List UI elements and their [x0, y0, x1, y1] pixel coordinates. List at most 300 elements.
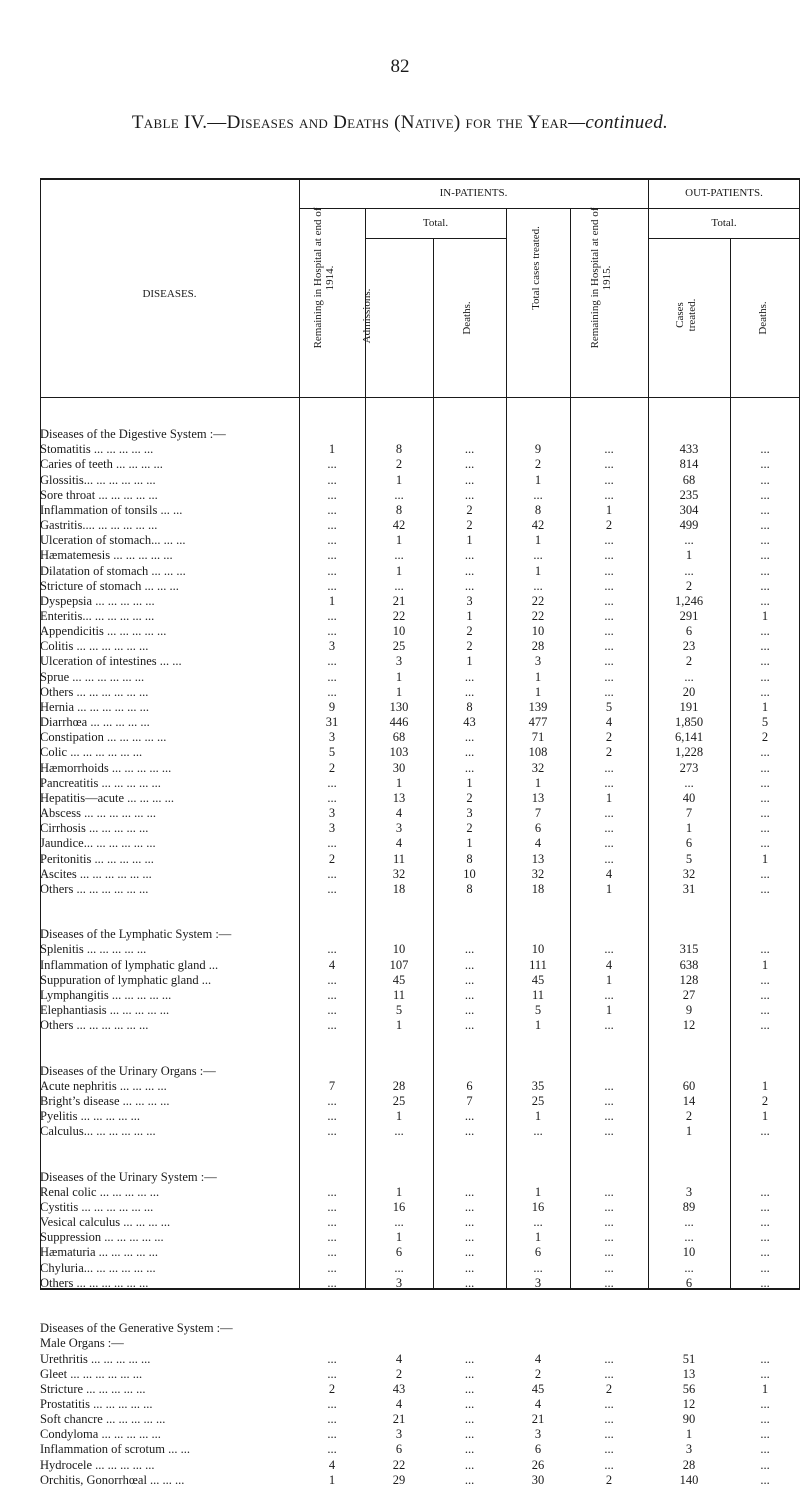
spacer-row	[40, 1306, 800, 1321]
deaths-out-cell: ...	[760, 836, 770, 851]
cases-treated-cell: 814	[679, 457, 699, 472]
table-row	[40, 594, 800, 609]
remaining-1914-cell: ...	[327, 1275, 337, 1290]
remaining-1915-cell: ...	[604, 942, 614, 957]
table-row	[40, 882, 800, 897]
remaining-1915-cell: ...	[604, 593, 614, 608]
cases-treated-cell: 1	[685, 821, 693, 836]
table-row	[40, 579, 800, 594]
cases-treated-cell: 5	[685, 851, 693, 866]
deaths-out-cell: ...	[760, 1245, 770, 1260]
admissions-cell: ...	[394, 1260, 404, 1275]
deaths-out-cell: ...	[760, 881, 770, 896]
admissions-cell: 1	[395, 775, 403, 790]
total-treated-cell: 10	[531, 942, 545, 957]
cases-treated-cell: 499	[679, 518, 699, 533]
remaining-1915-cell: 2	[605, 745, 613, 760]
admissions-cell: 1	[395, 563, 403, 578]
deaths-out-cell: ...	[760, 790, 770, 805]
remaining-1914-cell: ...	[327, 548, 337, 563]
cases-treated-cell: 6	[685, 836, 693, 851]
remaining-1915-cell: 4	[605, 715, 613, 730]
cases-treated-cell: 7	[685, 806, 693, 821]
remaining-1915-cell: ...	[604, 457, 614, 472]
spacer-row	[40, 1291, 800, 1306]
disease-name: Enteritis... ... ... ... ... ...	[40, 609, 155, 624]
disease-name: Constipation ... ... ... ... ...	[40, 730, 167, 745]
remaining-1914-cell: ...	[327, 942, 337, 957]
remaining-1915-cell: ...	[604, 1200, 614, 1215]
total-treated-cell: 108	[528, 745, 548, 760]
deaths-out-cell: ...	[760, 548, 770, 563]
admissions-cell: 5	[395, 1003, 403, 1018]
section-heading: Diseases of the Lymphatic System :—	[40, 927, 232, 942]
remaining-1914-cell: 3	[328, 639, 336, 654]
table-row	[40, 670, 800, 685]
admissions-cell: ...	[394, 487, 404, 502]
remaining-1914-cell: 2	[328, 1381, 336, 1396]
admissions-cell: 1	[395, 1230, 403, 1245]
cases-treated-cell: 14	[682, 1093, 696, 1108]
remaining-1914-cell: ...	[327, 881, 337, 896]
remaining-1914-cell: ...	[327, 1018, 337, 1033]
deaths-in-cell: 2	[466, 790, 473, 805]
deaths-out-cell: ...	[760, 1003, 770, 1018]
out-patients-header: OUT-PATIENTS.	[685, 187, 763, 199]
disease-name: Renal colic ... ... ... ... ...	[40, 1184, 160, 1199]
deaths-in-cell: ...	[464, 1381, 475, 1396]
disease-name: Condyloma ... ... ... ... ...	[40, 1427, 161, 1442]
spacer-cell	[40, 1049, 800, 1064]
remaining-1915-cell: ...	[604, 684, 614, 699]
deaths-out-cell: ...	[760, 1275, 770, 1290]
table-row	[40, 1018, 800, 1033]
remaining-1914-cell: ...	[327, 836, 337, 851]
total-treated-cell: 22	[531, 593, 545, 608]
deaths-out-cell: ...	[760, 821, 770, 836]
diseases-header: DISEASES.	[142, 288, 197, 300]
deaths-in-cell: 1	[466, 654, 473, 669]
table-row	[40, 639, 800, 654]
admissions-cell: 3	[395, 1275, 403, 1290]
deaths-in-cell: ...	[464, 1351, 475, 1366]
admissions-cell: ...	[394, 578, 404, 593]
total-in-rule	[365, 238, 506, 239]
remaining-1915-cell: 1	[605, 790, 613, 805]
cases-treated-cell: 191	[679, 699, 699, 714]
deaths-out-cell: 1	[761, 957, 769, 972]
remaining-1914-cell: ...	[327, 972, 337, 987]
deaths-out-cell: ...	[760, 972, 770, 987]
admissions-cell: 6	[395, 1245, 403, 1260]
disease-name: Caries of teeth ... ... ... ...	[40, 457, 163, 472]
disease-name: Prostatitis ... ... ... ... ...	[40, 1397, 153, 1412]
total-treated-cell: ...	[533, 1260, 543, 1275]
remaining-1915-cell: ...	[604, 442, 614, 457]
disease-name: Sore throat ... ... ... ... ...	[40, 487, 158, 502]
deaths-in-cell: 43	[463, 715, 476, 730]
cases-treated-cell: 20	[682, 684, 696, 699]
section-heading-row	[40, 1064, 800, 1079]
cases-treated-cell: 90	[682, 1412, 696, 1427]
table-row	[40, 852, 800, 867]
deaths-in-cell: ...	[464, 972, 475, 987]
admissions-cell: 22	[392, 609, 406, 624]
table-row	[40, 564, 800, 579]
disease-name: Ascites ... ... ... ... ... ...	[40, 866, 152, 881]
total-treated-cell: 16	[531, 1200, 545, 1215]
table-row	[40, 988, 800, 1003]
total-treated-cell: 42	[531, 518, 545, 533]
remaining-1915-cell: ...	[604, 578, 614, 593]
admissions-cell: 6	[395, 1442, 403, 1457]
remaining-1914-cell: ...	[327, 1351, 337, 1366]
total-in-header: Total.	[422, 217, 449, 229]
section-heading-row	[40, 927, 800, 942]
section-heading-row	[40, 1170, 800, 1185]
admissions-cell: 42	[392, 518, 406, 533]
deaths-out-cell: ...	[760, 1472, 770, 1487]
admissions-cell: 2	[395, 457, 403, 472]
deaths-out-cell: ...	[760, 1442, 770, 1457]
deaths-in-cell: 1	[466, 836, 473, 851]
deaths-in-cell: 6	[466, 1078, 473, 1093]
spacer-row	[40, 1049, 800, 1064]
remaining-1914-cell: ...	[327, 487, 337, 502]
disease-name: Cirrhosis ... ... ... ... ...	[40, 821, 149, 836]
disease-name: Hæmaturia ... ... ... ... ...	[40, 1245, 159, 1260]
remaining-1915-cell: ...	[604, 563, 614, 578]
disease-name: Dyspepsia ... ... ... ... ...	[40, 593, 155, 608]
remaining-1915-cell: ...	[604, 1351, 614, 1366]
section-heading-row	[40, 1321, 800, 1336]
remaining-1914-cell: ...	[327, 1397, 337, 1412]
total-treated-cell: 30	[531, 1472, 545, 1487]
table-row	[40, 442, 800, 457]
deaths-out-cell: ...	[760, 1215, 770, 1230]
admissions-cell: 4	[395, 1397, 403, 1412]
admissions-cell: 4	[395, 836, 403, 851]
total-treated-cell: 45	[531, 1381, 545, 1396]
remaining-1914-cell: ...	[327, 987, 337, 1002]
disease-name: Urethritis ... ... ... ... ...	[40, 1351, 151, 1366]
deaths-out-cell: ...	[760, 472, 770, 487]
admissions-cell: 43	[392, 1381, 406, 1396]
remaining-1914-cell: 3	[328, 821, 336, 836]
deaths-out-cell: 1	[761, 851, 769, 866]
disease-name: Sprue ... ... ... ... ... ...	[40, 669, 145, 684]
total-treated-cell: ...	[533, 548, 543, 563]
table-row	[40, 700, 800, 715]
admissions-cell: 1	[395, 1184, 403, 1199]
cases-treated-cell: 291	[679, 609, 699, 624]
admissions-cell: 30	[392, 760, 406, 775]
deaths-in-cell: 1	[466, 775, 473, 790]
top-rule	[40, 178, 800, 180]
deaths-out-cell: ...	[760, 518, 770, 533]
admissions-cell: 10	[392, 942, 406, 957]
remaining-1915-cell: ...	[604, 1427, 614, 1442]
deaths-out-cell: ...	[760, 593, 770, 608]
disease-name: Inflammation of scrotum ... ...	[40, 1442, 190, 1457]
remaining-1915-cell: 2	[605, 1381, 613, 1396]
remaining-1914-cell: 2	[328, 760, 336, 775]
deaths-out-cell: 5	[761, 715, 769, 730]
remaining-1915-cell: ...	[604, 1184, 614, 1199]
disease-name: Glossitis... ... ... ... ... ...	[40, 472, 156, 487]
title-main: Diseases and Deaths (Native) for the Year	[226, 112, 569, 133]
deaths-in-cell: ...	[464, 1397, 475, 1412]
deaths-in-cell: ...	[464, 745, 475, 760]
remaining-1914-cell: ...	[327, 1093, 337, 1108]
total-treated-cell: 71	[531, 730, 545, 745]
remaining-1914-cell: ...	[327, 1366, 337, 1381]
remaining-1914-cell: ...	[327, 684, 337, 699]
total-treated-cell: 3	[534, 1427, 542, 1442]
deaths-in-cell: ...	[464, 457, 475, 472]
total-treated-cell: 13	[531, 851, 545, 866]
total-treated-cell: 1	[534, 533, 542, 548]
deaths-out-cell: 1	[761, 1078, 769, 1093]
admissions-cell: 8	[395, 502, 403, 517]
table-row	[40, 776, 800, 791]
admissions-cell: 1	[395, 1018, 403, 1033]
remaining-1915-cell: ...	[604, 654, 614, 669]
remaining-1914-cell: ...	[327, 457, 337, 472]
deaths-out-cell: ...	[760, 1351, 770, 1366]
table-row	[40, 836, 800, 851]
deaths-in-header: Deaths.	[461, 301, 473, 335]
total-treated-cell: 1	[534, 472, 542, 487]
disease-name: Stomatitis ... ... ... ... ...	[40, 442, 154, 457]
admissions-cell: 45	[392, 972, 406, 987]
remaining-1915-cell: ...	[604, 1018, 614, 1033]
deaths-in-cell: 1	[466, 609, 473, 624]
spacer-cell	[40, 1139, 800, 1154]
deaths-out-header: Deaths.	[757, 301, 769, 335]
cases-treated-cell: 273	[679, 760, 699, 775]
disease-name: Acute nephritis ... ... ... ...	[40, 1078, 167, 1093]
total-treated-cell: 1	[534, 775, 542, 790]
cases-treated-cell: 10	[682, 1245, 696, 1260]
spacer-row	[40, 897, 800, 912]
deaths-in-cell: ...	[464, 548, 475, 563]
total-treated-cell: 5	[534, 1003, 542, 1018]
deaths-in-cell: ...	[464, 487, 475, 502]
remaining-1914-cell: 4	[328, 957, 336, 972]
remaining-1914-cell: 1	[328, 1472, 336, 1487]
section-heading: Diseases of the Digestive System :—	[40, 427, 226, 442]
admissions-cell: 18	[392, 881, 406, 896]
remaining-1915-cell: ...	[604, 548, 614, 563]
disease-name: Hepatitis—acute ... ... ... ...	[40, 790, 174, 805]
total-treated-cell: 10	[531, 624, 545, 639]
table-row	[40, 1276, 800, 1291]
deaths-in-cell: 7	[466, 1093, 473, 1108]
deaths-out-cell: ...	[760, 1366, 770, 1381]
total-treated-cell: 7	[534, 806, 542, 821]
disease-name: Others ... ... ... ... ... ...	[40, 881, 149, 896]
total-treated-cell: 3	[534, 1275, 542, 1290]
remaining-1915-cell: 5	[605, 699, 613, 714]
remaining-1915-cell: 4	[605, 957, 613, 972]
table-row	[40, 1261, 800, 1276]
disease-name: Gastritis.... ... ... ... ... ...	[40, 518, 158, 533]
table-row	[40, 1245, 800, 1260]
cases-treated-cell: 2	[685, 654, 693, 669]
deaths-out-cell: ...	[760, 760, 770, 775]
remaining-1915-cell: ...	[604, 609, 614, 624]
table-row	[40, 730, 800, 745]
remaining-1915-cell: ...	[604, 1093, 614, 1108]
cases-treated-cell: 140	[679, 1472, 699, 1487]
spacer-row	[40, 1033, 800, 1048]
total-treated-cell: 35	[531, 1078, 545, 1093]
cases-treated-cell: 13	[682, 1366, 696, 1381]
total-treated-cell: 2	[534, 1366, 542, 1381]
deaths-in-cell: ...	[464, 1472, 475, 1487]
deaths-in-cell: ...	[464, 942, 475, 957]
deaths-in-cell: ...	[464, 1245, 475, 1260]
table-row	[40, 457, 800, 472]
remaining-1915-cell: ...	[604, 1078, 614, 1093]
cases-treated-cell: 6	[685, 624, 693, 639]
deaths-in-cell: ...	[464, 1260, 475, 1275]
remaining-1914-cell: ...	[327, 1442, 337, 1457]
cases-treated-cell: 2	[685, 1109, 693, 1124]
admissions-cell: 4	[395, 806, 403, 821]
deaths-in-cell: ...	[464, 442, 475, 457]
table-row	[40, 1185, 800, 1200]
table-row	[40, 503, 800, 518]
remaining-1914-cell: 4	[328, 1457, 336, 1472]
deaths-out-cell: 2	[761, 1093, 769, 1108]
table-row	[40, 624, 800, 639]
remaining-1914-cell: ...	[327, 533, 337, 548]
cases-treated-cell: 3	[685, 1442, 693, 1457]
disease-name: Hæmatemesis ... ... ... ... ...	[40, 548, 173, 563]
deaths-out-cell: ...	[760, 987, 770, 1002]
spacer-cell	[40, 1033, 800, 1048]
cases-treated-cell: 68	[682, 472, 696, 487]
deaths-out-cell: ...	[760, 624, 770, 639]
disease-name: Diarrhœa ... ... ... ... ...	[40, 715, 150, 730]
cases-treated-cell: 304	[679, 502, 699, 517]
table-row	[40, 1458, 800, 1473]
remaining-1914-cell: 7	[328, 1078, 336, 1093]
remaining-1914-cell: ...	[327, 502, 337, 517]
cases-treated-cell: 2	[685, 578, 693, 593]
total-treated-cell: 1	[534, 684, 542, 699]
table-row	[40, 715, 800, 730]
cases-treated-cell: ...	[684, 1260, 694, 1275]
cases-treated-cell: ...	[684, 533, 694, 548]
remaining-1915-cell: ...	[604, 836, 614, 851]
table-row	[40, 1397, 800, 1412]
deaths-out-cell: ...	[760, 487, 770, 502]
table-row	[40, 761, 800, 776]
deaths-out-cell: 1	[761, 1109, 769, 1124]
section-heading: Diseases of the Urinary System :—	[40, 1169, 217, 1184]
cases-treated-cell: 1,228	[674, 745, 704, 760]
remaining-1914-cell: 1	[328, 442, 336, 457]
deaths-out-cell: 1	[761, 1381, 769, 1396]
remaining-1914-cell: 9	[328, 699, 336, 714]
table-body	[40, 412, 800, 1488]
total-treated-cell: ...	[533, 578, 543, 593]
remaining-1914-cell: ...	[327, 1200, 337, 1215]
remaining-1915-cell: 1	[605, 1003, 613, 1018]
disease-name: Ulceration of stomach... ... ...	[40, 533, 186, 548]
remaining-1915-cell: ...	[604, 1275, 614, 1290]
deaths-in-cell: 2	[466, 639, 473, 654]
remaining-1915-cell: ...	[604, 1230, 614, 1245]
remaining-1915-cell: ...	[604, 1109, 614, 1124]
admissions-cell: 103	[389, 745, 409, 760]
remaining-1914-cell: ...	[327, 1109, 337, 1124]
deaths-out-cell: ...	[760, 866, 770, 881]
deaths-in-cell: 10	[463, 866, 476, 881]
remaining-1914-cell: ...	[327, 1245, 337, 1260]
remaining-1914-cell: ...	[327, 1427, 337, 1442]
table-row	[40, 867, 800, 882]
deaths-in-cell: ...	[464, 1427, 475, 1442]
deaths-out-cell: ...	[760, 457, 770, 472]
cases-treated-cell: ...	[684, 775, 694, 790]
cases-treated-cell: 56	[682, 1381, 696, 1396]
deaths-out-cell: ...	[760, 745, 770, 760]
disease-name: Colic ... ... ... ... ... ...	[40, 745, 143, 760]
deaths-out-cell: ...	[760, 684, 770, 699]
admissions-cell: 1	[395, 472, 403, 487]
remaining-1915-cell: 2	[605, 518, 613, 533]
remaining-1914-header: Remaining in Hospital at end of 1914.	[312, 207, 336, 349]
deaths-in-cell: ...	[464, 669, 475, 684]
spacer-cell	[40, 1291, 800, 1306]
total-treated-cell: ...	[533, 487, 543, 502]
total-treated-cell: 28	[531, 639, 545, 654]
table-row	[40, 1367, 800, 1382]
remaining-1915-cell: ...	[604, 760, 614, 775]
table-row	[40, 1442, 800, 1457]
total-treated-cell: 477	[528, 715, 548, 730]
section-heading: Diseases of the Urinary Organs :—	[40, 1063, 216, 1078]
cases-treated-cell: 1,246	[674, 593, 704, 608]
deaths-in-cell: ...	[464, 563, 475, 578]
total-treated-cell: 1	[534, 1230, 542, 1245]
admissions-cell: 1	[395, 669, 403, 684]
admissions-cell: 16	[392, 1200, 406, 1215]
deaths-in-cell: ...	[464, 1215, 475, 1230]
spacer-cell	[40, 897, 800, 912]
title-dash: —	[207, 112, 227, 133]
total-treated-cell: 32	[531, 866, 545, 881]
remaining-1915-cell: ...	[604, 1442, 614, 1457]
deaths-in-cell: ...	[464, 957, 475, 972]
deaths-in-cell: ...	[464, 1124, 475, 1139]
table-row	[40, 609, 800, 624]
remaining-1914-cell: ...	[327, 1260, 337, 1275]
total-treated-cell: 139	[528, 699, 548, 714]
title-continued: —continued.	[568, 112, 669, 133]
remaining-1915-cell: ...	[604, 821, 614, 836]
admissions-cell: ...	[394, 548, 404, 563]
remaining-1914-cell: ...	[327, 866, 337, 881]
deaths-in-cell: ...	[464, 1412, 475, 1427]
in-patients-header: IN-PATIENTS.	[439, 187, 508, 199]
disease-name: Splenitis ... ... ... ... ...	[40, 942, 147, 957]
remaining-1914-cell: ...	[327, 563, 337, 578]
